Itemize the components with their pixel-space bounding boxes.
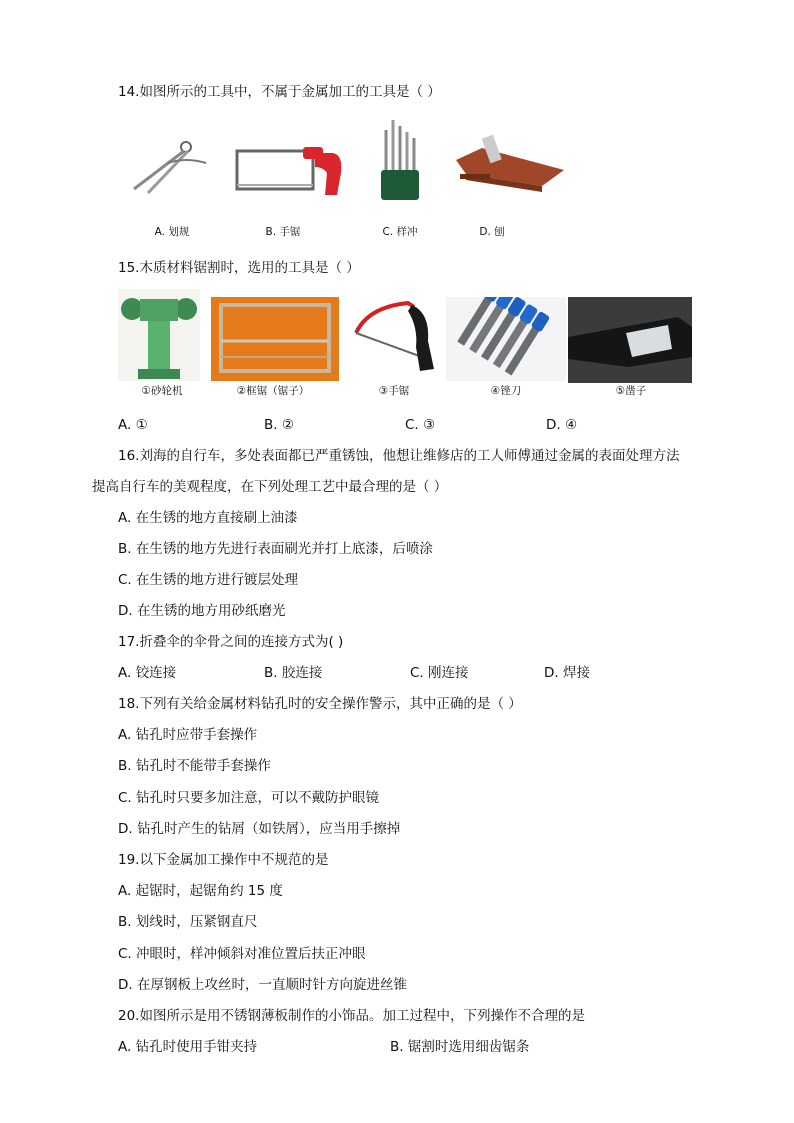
- q16-stem-line1: 16.刘海的自行车，多处表面都已严重锈蚀，他想让维修店的工人师傅通过金属的表面处理方法: [118, 448, 680, 464]
- grinder-image: [118, 289, 200, 381]
- frame-saw-image: [211, 297, 339, 381]
- chisel-image: [568, 297, 692, 383]
- q16-stem-line2: 提高自行车的美观程度，在下列处理工艺中最合理的是（ ）: [92, 479, 448, 495]
- q19-option-d: D. 在厚钢板上攻丝时，一直顺时针方向旋进丝锥: [118, 977, 407, 993]
- q14-caption-a: A. 划规: [154, 226, 190, 238]
- q17-option-a: A. 铰连接: [118, 665, 177, 681]
- q18-option-d: D. 钻孔时产生的钻屑（如铁屑），应当用手擦掉: [118, 821, 401, 837]
- q14-caption-b: B. 手锯: [265, 226, 301, 238]
- q18-option-a: A. 钻孔时应带手套操作: [118, 727, 258, 743]
- punch-set-image: [380, 118, 420, 204]
- q15-caption-5: ⑤凿子: [615, 385, 647, 397]
- dividers-image: [128, 133, 212, 195]
- q16-option-b: B. 在生锈的地方先进行表面刷光并打上底漆，后喷涂: [118, 541, 433, 557]
- q16-option-c: C. 在生锈的地方进行镀层处理: [118, 572, 299, 588]
- q15-option-d: D. ④: [546, 417, 578, 433]
- q17-option-d: D. 焊接: [544, 665, 590, 681]
- q14-stem: 14.如图所示的工具中，不属于金属加工的工具是（ ）: [118, 84, 441, 100]
- files-image: [446, 297, 566, 381]
- q19-stem: 19.以下金属加工操作中不规范的是: [118, 852, 329, 868]
- q20-stem: 20.如图所示是用不锈钢薄板制作的小饰品。加工过程中，下列操作不合理的是: [118, 1008, 585, 1024]
- q14-caption-d: D. 刨: [479, 226, 505, 238]
- q17-option-b: B. 胶连接: [264, 665, 323, 681]
- q19-option-c: C. 冲眼时，样冲倾斜对准位置后扶正冲眼: [118, 946, 366, 962]
- q18-stem: 18.下列有关给金属材料钻孔时的安全操作警示，其中正确的是（ ）: [118, 696, 522, 712]
- q19-option-a: A. 起锯时，起锯角约 15 度: [118, 883, 283, 899]
- q15-caption-3: ③手锯: [378, 385, 410, 397]
- hacksaw-red-image: [233, 145, 351, 199]
- q15-option-c: C. ③: [405, 417, 436, 433]
- q17-stem: 17.折叠伞的伞骨之间的连接方式为( ): [118, 634, 344, 650]
- q15-option-b: B. ②: [264, 417, 294, 433]
- q16-option-a: A. 在生锈的地方直接刷上油漆: [118, 510, 298, 526]
- q19-option-b: B. 划线时，压紧钢直尺: [118, 914, 258, 930]
- hacksaw-black-image: [348, 297, 440, 381]
- q20-option-b: B. 锯割时选用细齿锯条: [390, 1039, 530, 1055]
- q15-caption-4: ④锉刀: [490, 385, 522, 397]
- wood-plane-image: [452, 130, 568, 200]
- q14-caption-c: C. 样冲: [382, 226, 418, 238]
- q18-option-c: C. 钻孔时只要多加注意，可以不戴防护眼镜: [118, 790, 380, 806]
- q18-option-b: B. 钻孔时不能带手套操作: [118, 758, 271, 774]
- q15-caption-1: ①砂轮机: [141, 385, 183, 397]
- q16-option-d: D. 在生锈的地方用砂纸磨光: [118, 603, 286, 619]
- q15-caption-2: ②框锯（锯子）: [236, 385, 310, 397]
- q15-stem: 15.木质材料锯割时，选用的工具是（ ）: [118, 260, 360, 276]
- q20-option-a: A. 钻孔时使用手钳夹持: [118, 1039, 258, 1055]
- q17-option-c: C. 刚连接: [410, 665, 469, 681]
- q15-option-a: A. ①: [118, 417, 148, 433]
